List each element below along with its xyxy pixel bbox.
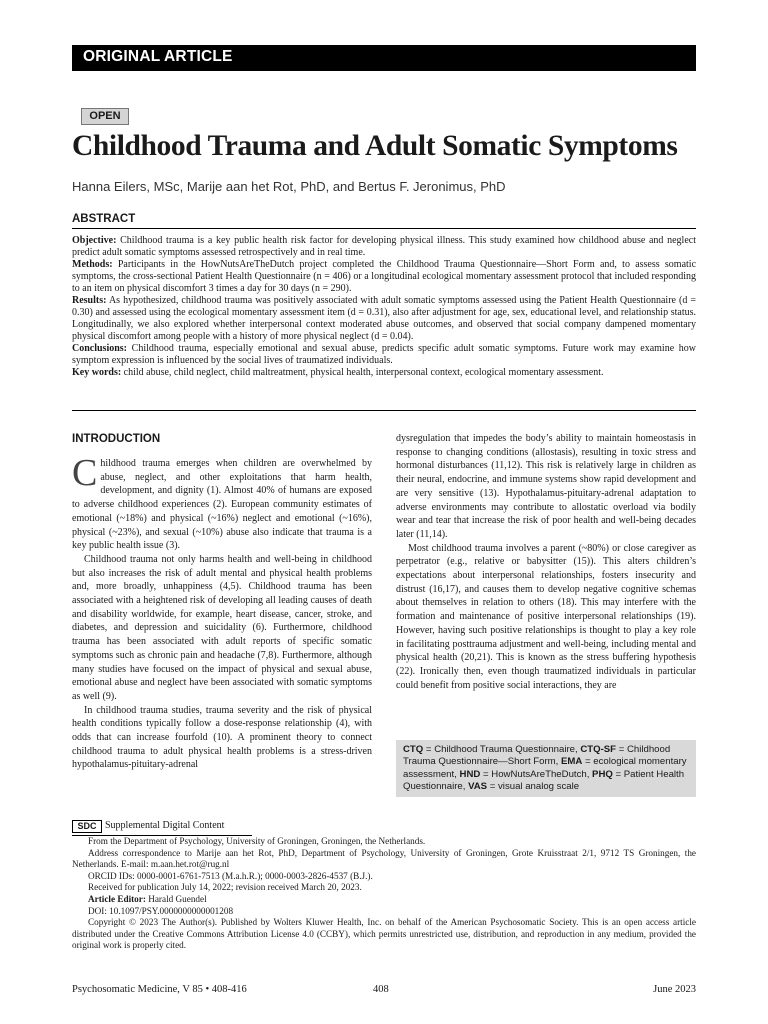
intro-paragraph-2: Childhood trauma not only harms health and well-being in childhood but also increases the risk of adult mental and physical health problems and, more broadly, unhappiness (4,5). Childhood trauma has been associated with a heightened risk of developing all leading causes of death and disability worldwide, for example, heart disease, cancer, stroke, and diabetes, and depression and suicidality (6). Furthermore, childhood trauma has been associated with adult reports of specific somatic symptoms such as chronic pain and headache (7,8). Furthermore, although many studies have focused on the impact of physical and sexual abuse, emotional abuse and neglect have been associated with somatic symptoms as well (9). xyxy=(72,553,372,702)
sdc-icon: SDC xyxy=(72,820,102,833)
article-type-label: ORIGINAL ARTICLE xyxy=(83,48,233,65)
article-title: Childhood Trauma and Adult Somatic Symptoms xyxy=(72,130,678,162)
abstract-top-rule xyxy=(72,228,696,229)
article-type-banner xyxy=(72,45,696,71)
abstract-body xyxy=(72,235,696,379)
supplemental-content-row xyxy=(72,819,696,835)
issue-date: June 2023 xyxy=(653,984,696,995)
abstract-conclusions: Conclusions: Childhood trauma, especially emotional and sexual abuse, predicts specific adult somatic symptoms. Future work may examine how symptom expression is influenced by the social lives of traumatized individuals. xyxy=(72,343,696,366)
right-column xyxy=(396,432,696,692)
intro-paragraph-3: In childhood trauma studies, trauma severity and the risk of physical health conditions typically follow a dose-response relationship (4), with odds that can increase fourfold (10). A prominent theory to connect childhood trauma to adult physical health problems is a stress-driven hypothalamus-pituitary-adrenal xyxy=(72,704,372,771)
footnote-editor: Article Editor: Harald Guendel xyxy=(88,893,207,904)
left-column xyxy=(72,432,372,772)
intro-paragraph-5: Most childhood trauma involves a parent (~80%) or close caregiver as perpetrator (e.g., relative or babysitter (15)). This alters children’s expectations about interpersonal relationships, fosters insecurity and distrust (16,17), and causes them to develop negative cognitive schemas about themselves in relation to others (18). This may interfere with the formation and maintenance of positive interpersonal relationships (19). However, having such positive relationships is thought to play a key role in facilitating posttrauma adjustment and well-being, including mental and physical health (20,21). This is known as the stress buffering hypothesis (22). Ironically then, even though traumatized individuals in particular could benefit from positive social interactions, they are xyxy=(396,542,696,691)
intro-paragraph-1: Childhood trauma emerges when children are overwhelmed by abuse, neglect, and other exploitations that harm health, development, and dignity (1). Almost 40% of humans are exposed to adverse childhood experiences (2). European community estimates of emotional (~18%) and physical (~16%) neglect and emotional (~16%), physical (~23%), and sexual (~10%) abuse also indicate that trauma is a key public health issue (3). xyxy=(72,452,372,552)
journal-citation: Psychosomatic Medicine, V 85 • 408-416 xyxy=(72,984,247,995)
introduction-heading: INTRODUCTION xyxy=(72,433,161,445)
abstract-heading: ABSTRACT xyxy=(72,213,136,225)
intro-paragraph-4: dysregulation that impedes the body’s ability to maintain homeostasis in response to changing conditions (allostasis), resulting in toxic stress and hormonal disturbances (11,12). This risk is relatively large in children as their neural, endocrine, and immune systems show rapid development and are very sensitive (13). Hypothalamus-pituitary-adrenal adaptation to adverse environments may contribute to allostatic overload via bodily wear and tear that increase the risk of poor health and well-being decades later (11,14). xyxy=(396,433,696,540)
open-access-badge: OPEN xyxy=(81,108,129,125)
abstract-objective: Objective: Childhood trauma is a key public health risk factor for developing physical illness. This study examined how childhood abuse and neglect predict adult somatic symptoms assessed retrospectively and in real time. xyxy=(72,235,696,258)
abstract-methods: Methods: Participants in the HowNutsAreTheDutch project completed the Childhood Trauma Questionnaire—Short Form and, to assess somatic symptoms, the cross-sectional Patient Health Questionnaire (n = 406) or a longitudinal ecological momentary assessment protocol that included responding to an item on physical discomfort 3 times a day for 30 days (n = 290). xyxy=(72,259,697,294)
footnote-received: Received for publication July 14, 2022; revision received March 20, 2023. xyxy=(88,882,362,893)
abstract-keywords: Key words: child abuse, child neglect, child maltreatment, physical health, interpersonal context, ecological momentary assessment. xyxy=(72,367,604,378)
supplemental-content-label: Supplemental Digital Content xyxy=(105,820,225,831)
footnotes xyxy=(72,836,696,952)
footnote-copyright: Copyright © 2023 The Author(s). Published by Wolters Kluwer Health, Inc. on behalf of the American Psychosomatic Society. This is an open access article distributed under the Creative Commons Attribution License 4.0 (CCBY), which permits unrestricted use, distribution, and reproduction in any medium, provided the original work is properly cited. xyxy=(72,917,696,951)
footnote-correspondence: Address correspondence to Marije aan het Rot, PhD, Department of Psychology, University of Groningen, Grote Kruisstraat 2/1, 9712 TS Groningen, the Netherlands. E-mail: m.aan.het.rot@rug.nl xyxy=(72,847,696,870)
drop-cap: C xyxy=(72,452,98,494)
abstract-results: Results: As hypothesized, childhood trauma was positively associated with adult somatic symptoms assessed using the Patient Health Questionnaire (d = 0.30) and assessed using the ecological momentary assessment item (d = 0.31), also after adjustment for age, sex, educational level, and relationship status. Longitudinally, we also explored whether interpersonal context moderated abuse outcomes, and observed that social company dampened momentary physical discomfort among people with a history of more physical neglect (d = 0.04). xyxy=(72,295,696,342)
page-number: 408 xyxy=(373,984,389,995)
footnote-doi: DOI: 10.1097/PSY.0000000000001208 xyxy=(88,905,234,916)
author-list: Hanna Eilers, MSc, Marije aan het Rot, PhD, and Bertus F. Jeronimus, PhD xyxy=(72,179,506,194)
footnote-orcid: ORCID IDs: 0000-0001-6761-7513 (M.a.h.R.); 0000-0003-2826-4537 (B.J.). xyxy=(88,870,373,881)
abstract-bottom-rule xyxy=(72,410,696,411)
abbreviations-box: CTQ = Childhood Trauma Questionnaire, CTQ-SF = Childhood Trauma Questionnaire—Short Form, EMA = ecological momentary assessment, HND = HowNutsAreTheDutch, PHQ = Patient Health Questionnaire, VAS = visual analog scale xyxy=(396,740,696,797)
footnote-affiliation: From the Department of Psychology, University of Groningen, Groningen, the Netherlands. xyxy=(88,836,426,846)
